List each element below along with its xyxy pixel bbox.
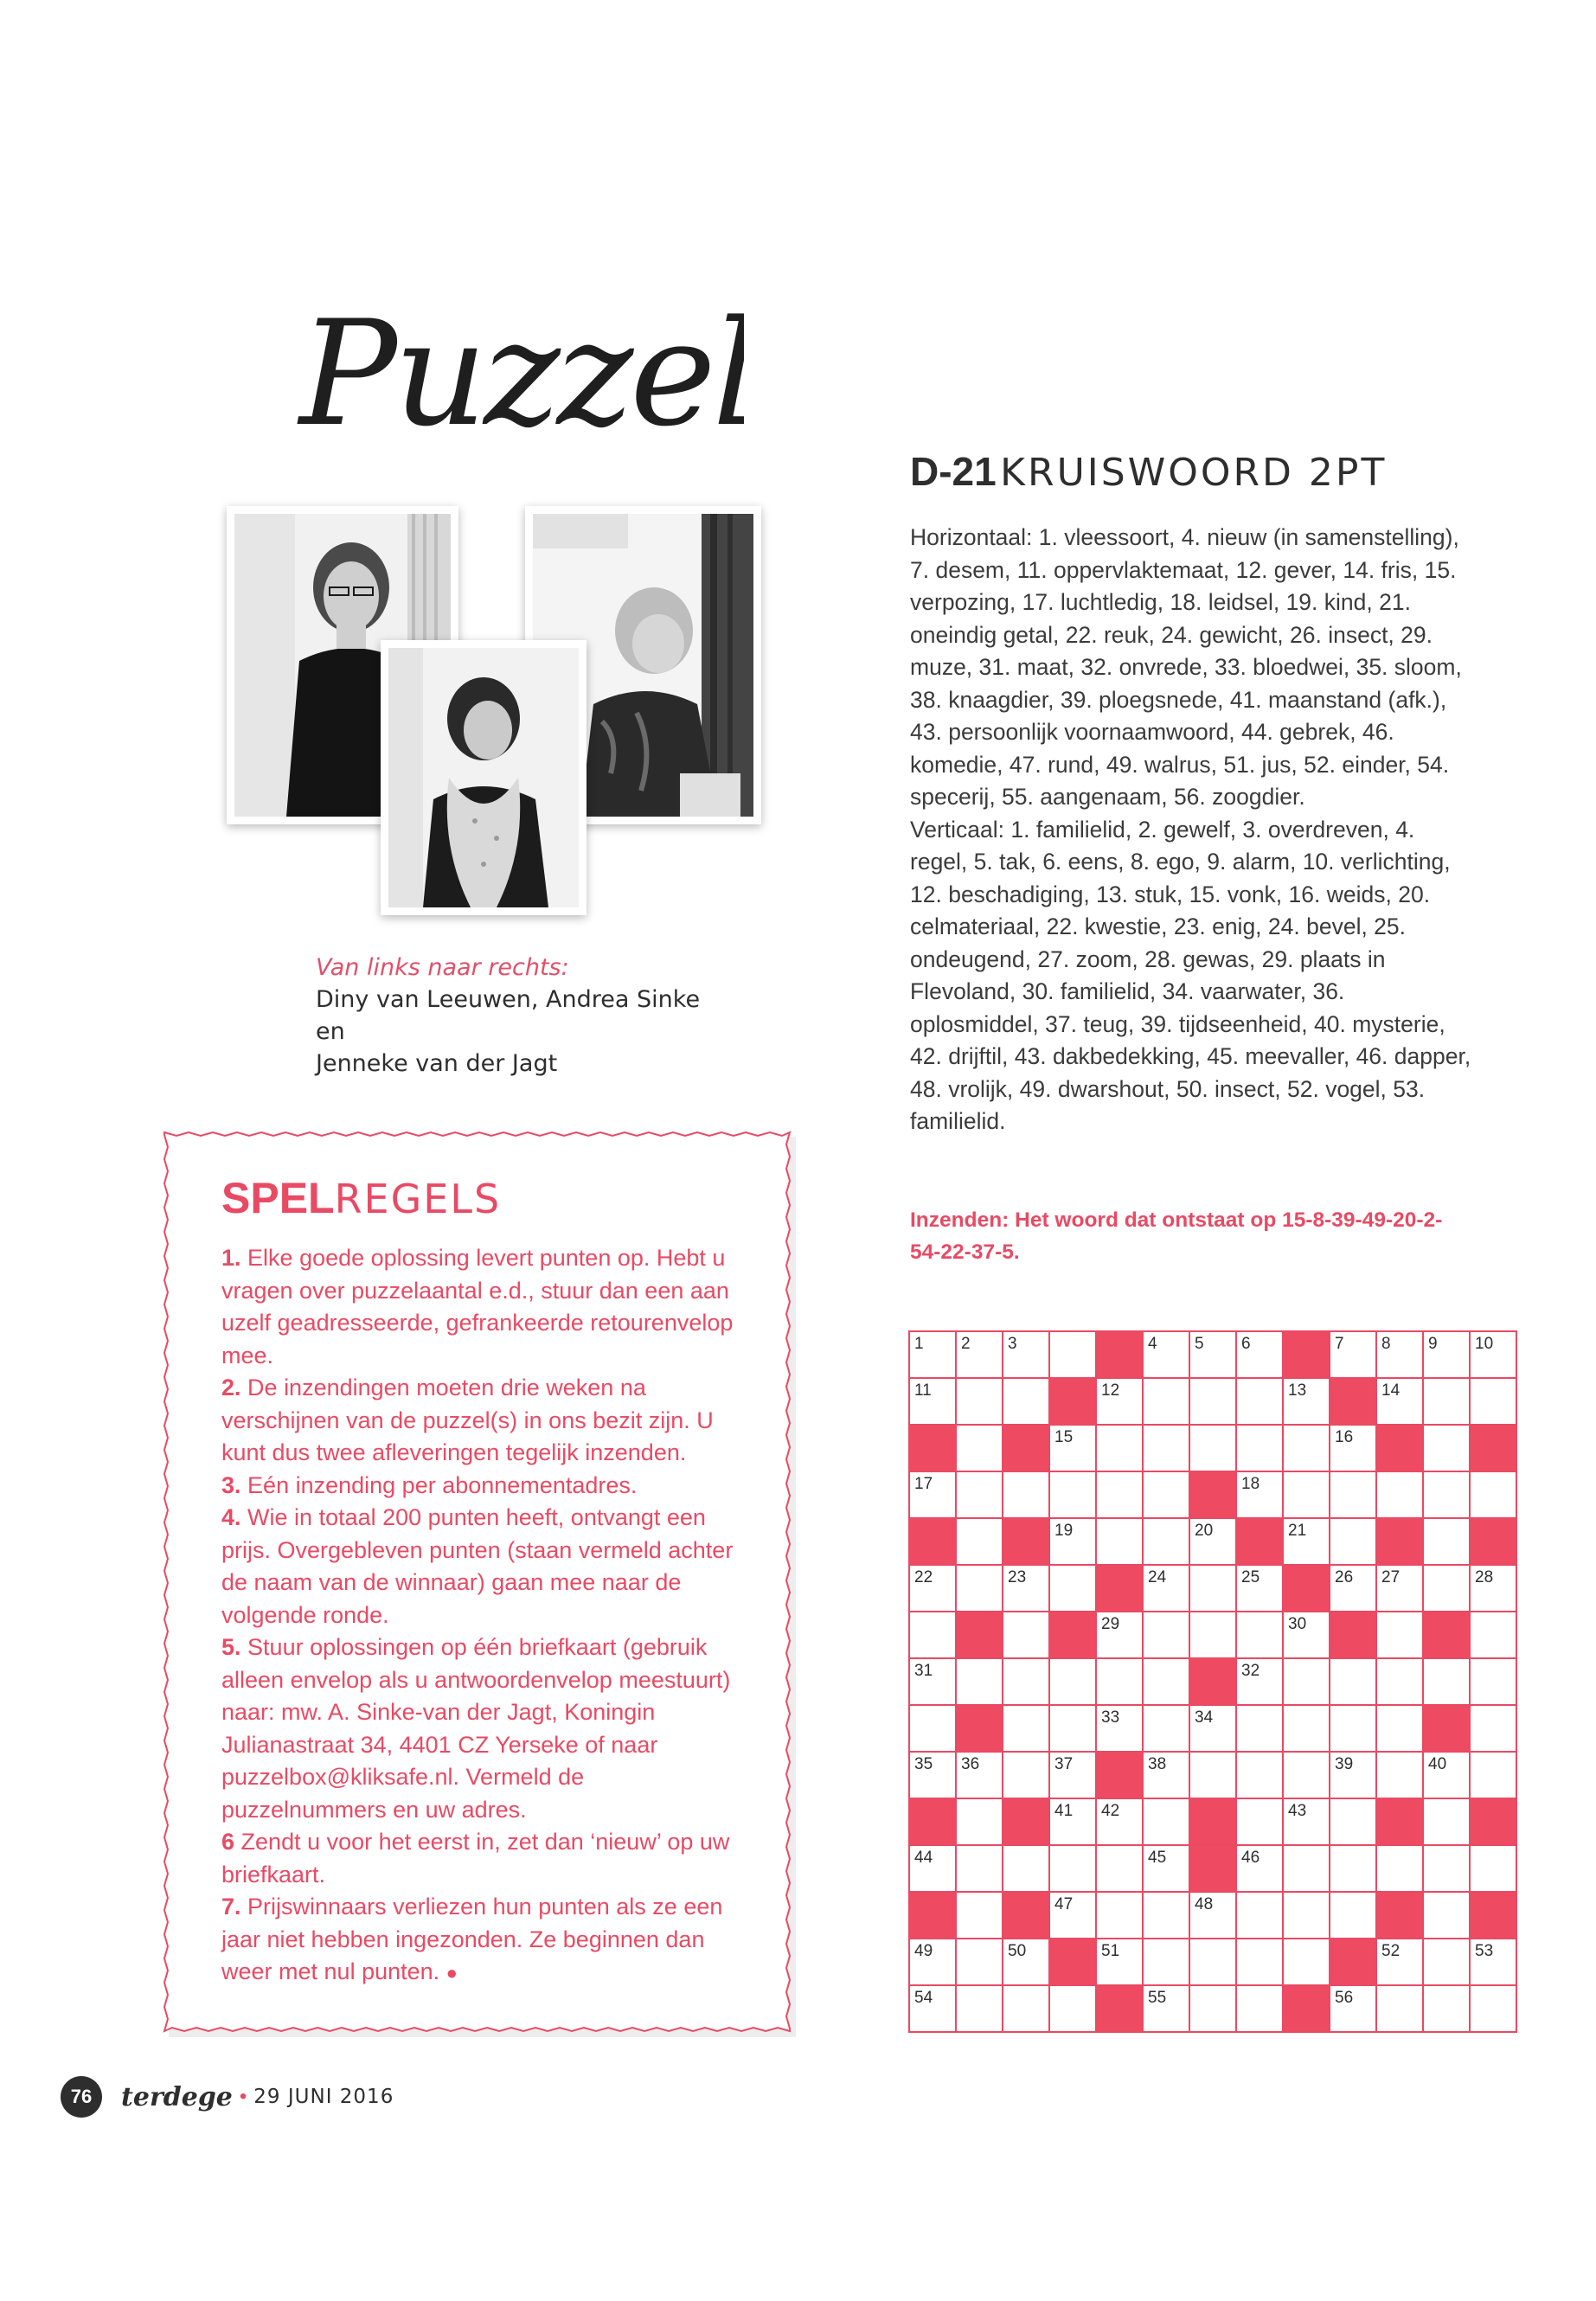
- grid-cell-black: [1003, 1519, 1050, 1566]
- grid-cell[interactable]: [1097, 1472, 1144, 1519]
- cell-number: 29: [1101, 1615, 1120, 1633]
- grid-cell-black: [910, 1893, 957, 1939]
- grid-cell[interactable]: [1237, 1799, 1284, 1846]
- cell-number: 44: [914, 1849, 933, 1867]
- grid-cell[interactable]: [1377, 1753, 1424, 1799]
- grid-cell[interactable]: [1471, 1612, 1517, 1659]
- grid-cell[interactable]: [1190, 1939, 1237, 1986]
- grid-cell[interactable]: [1144, 1706, 1190, 1753]
- page-heading: [294, 277, 744, 476]
- grid-cell[interactable]: [1144, 1379, 1190, 1426]
- grid-cell[interactable]: [1424, 1986, 1471, 2033]
- grid-cell-black: [1190, 1846, 1237, 1893]
- end-mark: ●: [445, 1962, 458, 1984]
- grid-cell[interactable]: [1424, 1566, 1471, 1612]
- cell-number: 23: [1008, 1568, 1027, 1586]
- cell-number: 16: [1335, 1428, 1354, 1446]
- grid-cell[interactable]: [1471, 1659, 1517, 1706]
- cell-number: 7: [1335, 1335, 1344, 1353]
- cell-number: 39: [1335, 1755, 1354, 1773]
- grid-cell[interactable]: [1190, 1893, 1237, 1939]
- submit-instructions: Inzenden: Het woord dat ontstaat op 15-8-39-49-20-2-54-22-37-5.: [910, 1208, 1443, 1264]
- grid-cell[interactable]: [1050, 1893, 1097, 1939]
- cell-number: 2: [961, 1335, 971, 1353]
- grid-cell[interactable]: [1424, 1846, 1471, 1893]
- grid-cell[interactable]: [1424, 1379, 1471, 1426]
- grid-cell[interactable]: [1471, 1379, 1517, 1426]
- grid-cell[interactable]: [1377, 1706, 1424, 1753]
- footer-separator: •: [239, 2085, 247, 2108]
- grid-cell[interactable]: [1003, 1332, 1050, 1379]
- grid-cell-black: [1190, 1659, 1237, 1706]
- grid-cell-black: [1471, 1893, 1517, 1939]
- grid-cell-black: [1097, 1753, 1144, 1799]
- grid-cell[interactable]: [1284, 1426, 1330, 1472]
- grid-cell[interactable]: [1377, 1659, 1424, 1706]
- grid-cell[interactable]: [1330, 1846, 1377, 1893]
- grid-cell[interactable]: [1144, 1612, 1190, 1659]
- grid-cell[interactable]: [1237, 1893, 1284, 1939]
- grid-cell[interactable]: [1377, 1472, 1424, 1519]
- grid-cell[interactable]: [1003, 1472, 1050, 1519]
- grid-cell[interactable]: [1424, 1753, 1471, 1799]
- grid-cell-black: [1097, 1566, 1144, 1612]
- grid-cell[interactable]: [1097, 1939, 1144, 1986]
- rule-item: 4. Wie in totaal 200 punten heeft, ontvangt een prijs. Overgebleven punten (staan vermeld achter de naam van de winnaar) gaan mee naar de volgende ronde.: [221, 1504, 734, 1628]
- cell-number: 1: [914, 1335, 924, 1353]
- grid-cell[interactable]: [1330, 1566, 1377, 1612]
- grid-cell[interactable]: [1097, 1612, 1144, 1659]
- grid-cell[interactable]: [957, 1753, 1003, 1799]
- grid-cell[interactable]: [1050, 1332, 1097, 1379]
- grid-cell[interactable]: [910, 1472, 957, 1519]
- grid-cell[interactable]: [910, 1939, 957, 1986]
- clues: [910, 522, 1472, 1138]
- grid-cell[interactable]: [957, 1566, 1003, 1612]
- grid-cell[interactable]: [957, 1893, 1003, 1939]
- cell-number: 36: [961, 1755, 980, 1773]
- grid-cell[interactable]: [1237, 1379, 1284, 1426]
- grid-cell[interactable]: [1050, 1986, 1097, 2033]
- cell-number: 50: [1008, 1942, 1027, 1960]
- cell-number: 49: [914, 1942, 933, 1960]
- grid-cell[interactable]: [1237, 1612, 1284, 1659]
- grid-cell[interactable]: [910, 1379, 957, 1426]
- grid-cell[interactable]: [1003, 1753, 1050, 1799]
- grid-cell[interactable]: [957, 1426, 1003, 1472]
- rules-title-bold: SPEL: [221, 1174, 335, 1222]
- rules-title-light: REGELS: [334, 1176, 502, 1222]
- grid-cell[interactable]: [1330, 1799, 1377, 1846]
- cell-number: 26: [1335, 1568, 1354, 1586]
- grid-cell[interactable]: [1050, 1659, 1097, 1706]
- grid-cell[interactable]: [1284, 1893, 1330, 1939]
- grid-cell[interactable]: [910, 1753, 957, 1799]
- crossword-grid: [908, 1330, 1517, 2033]
- grid-cell-black: [1050, 1379, 1097, 1426]
- grid-cell[interactable]: [910, 1659, 957, 1706]
- rule-item: 2. De inzendingen moeten drie weken na verschijnen van de puzzel(s) in ons bezit zijn. U kunt dus twee afleveringen tegelijk inzenden.: [221, 1375, 714, 1465]
- grid-cell[interactable]: [1330, 1659, 1377, 1706]
- cell-number: 33: [1101, 1708, 1120, 1727]
- grid-cell[interactable]: [1284, 1706, 1330, 1753]
- grid-cell[interactable]: [1471, 1846, 1517, 1893]
- grid-cell[interactable]: [1330, 1986, 1377, 2033]
- grid-cell[interactable]: [1284, 1472, 1330, 1519]
- cell-number: 42: [1101, 1802, 1120, 1820]
- grid-cell[interactable]: [1097, 1426, 1144, 1472]
- grid-cell-black: [1330, 1379, 1377, 1426]
- grid-cell[interactable]: [1471, 1706, 1517, 1753]
- grid-cell[interactable]: [1471, 1332, 1517, 1379]
- grid-cell[interactable]: [1050, 1706, 1097, 1753]
- grid-cell[interactable]: [957, 1379, 1003, 1426]
- grid-cell[interactable]: [1284, 1519, 1330, 1566]
- cell-number: 43: [1288, 1802, 1307, 1820]
- grid-cell[interactable]: [1330, 1893, 1377, 1939]
- grid-cell[interactable]: [1424, 1799, 1471, 1846]
- grid-cell[interactable]: [1330, 1753, 1377, 1799]
- grid-cell[interactable]: [1330, 1519, 1377, 1566]
- grid-cell[interactable]: [1050, 1799, 1097, 1846]
- cell-number: 40: [1428, 1755, 1447, 1773]
- cell-number: 52: [1381, 1942, 1401, 1960]
- cell-number: 41: [1054, 1802, 1074, 1820]
- cell-number: 56: [1335, 1989, 1354, 2007]
- grid-cell[interactable]: [1097, 1519, 1144, 1566]
- cell-number: 45: [1148, 1849, 1167, 1867]
- grid-cell[interactable]: [1424, 1659, 1471, 1706]
- cell-number: 37: [1054, 1755, 1074, 1773]
- footer: [61, 2076, 394, 2118]
- grid-cell-black: [910, 1426, 957, 1472]
- grid-cell[interactable]: [1144, 1986, 1190, 2033]
- grid-cell[interactable]: [1284, 1846, 1330, 1893]
- rules-box: [163, 1131, 798, 2040]
- grid-cell[interactable]: [1377, 1846, 1424, 1893]
- grid-cell[interactable]: [957, 1799, 1003, 1846]
- grid-cell[interactable]: [1237, 1986, 1284, 2033]
- cell-number: 21: [1288, 1522, 1307, 1540]
- cell-number: 25: [1241, 1568, 1260, 1586]
- grid-cell[interactable]: [1237, 1846, 1284, 1893]
- photo-caption: [316, 952, 731, 1080]
- grid-cell-black: [1284, 1566, 1330, 1612]
- grid-cell[interactable]: [1424, 1939, 1471, 1986]
- grid-cell-black: [1377, 1799, 1424, 1846]
- grid-cell[interactable]: [957, 1519, 1003, 1566]
- grid-cell[interactable]: [1330, 1472, 1377, 1519]
- cell-number: 3: [1008, 1335, 1017, 1353]
- grid-cell-black: [1284, 1332, 1330, 1379]
- grid-cell[interactable]: [1003, 1566, 1050, 1612]
- grid-cell[interactable]: [1003, 1939, 1050, 1986]
- grid-cell[interactable]: [1237, 1659, 1284, 1706]
- grid-cell-black: [910, 1799, 957, 1846]
- grid-cell-black: [1330, 1939, 1377, 1986]
- grid-cell[interactable]: [910, 1332, 957, 1379]
- cell-number: 10: [1475, 1335, 1494, 1353]
- grid-cell[interactable]: [1377, 1986, 1424, 2033]
- grid-cell[interactable]: [1144, 1939, 1190, 1986]
- grid-cell-black: [957, 1612, 1003, 1659]
- grid-cell-black: [1097, 1332, 1144, 1379]
- grid-cell-black: [1190, 1799, 1237, 1846]
- grid-cell[interactable]: [1237, 1706, 1284, 1753]
- grid-cell[interactable]: [1471, 1986, 1517, 2033]
- cell-number: 48: [1195, 1895, 1214, 1913]
- grid-cell[interactable]: [1284, 1939, 1330, 1986]
- cell-number: 24: [1148, 1568, 1167, 1586]
- magazine-name: terdege: [121, 2081, 233, 2112]
- grid-cell[interactable]: [910, 1612, 957, 1659]
- cell-number: 27: [1381, 1568, 1401, 1586]
- cell-number: 17: [914, 1475, 933, 1493]
- cell-number: 15: [1054, 1428, 1074, 1446]
- cell-number: 30: [1288, 1615, 1307, 1633]
- puzzle-code: D-21: [910, 449, 997, 494]
- grid-cell[interactable]: [1424, 1893, 1471, 1939]
- cell-number: 35: [914, 1755, 933, 1773]
- grid-cell[interactable]: [1284, 1753, 1330, 1799]
- cell-number: 28: [1475, 1568, 1494, 1586]
- cell-number: 53: [1475, 1942, 1494, 1960]
- cell-number: 12: [1101, 1381, 1120, 1400]
- grid-cell[interactable]: [1284, 1612, 1330, 1659]
- grid-cell[interactable]: [1144, 1893, 1190, 1939]
- grid-cell[interactable]: [1377, 1566, 1424, 1612]
- grid-cell[interactable]: [1377, 1379, 1424, 1426]
- page-number: 76: [61, 2076, 102, 2118]
- grid-cell[interactable]: [1003, 1612, 1050, 1659]
- cell-number: 32: [1241, 1662, 1260, 1680]
- grid-cell[interactable]: [1097, 1706, 1144, 1753]
- grid-cell[interactable]: [1190, 1753, 1237, 1799]
- grid-cell[interactable]: [1003, 1379, 1050, 1426]
- grid-cell[interactable]: [1424, 1472, 1471, 1519]
- grid-cell-black: [1003, 1799, 1050, 1846]
- grid-cell[interactable]: [1284, 1799, 1330, 1846]
- grid-cell[interactable]: [1144, 1753, 1190, 1799]
- rule-item: 3. Eén inzending per abonnementadres.: [221, 1471, 638, 1498]
- grid-cell[interactable]: [910, 1846, 957, 1893]
- cell-number: 19: [1054, 1522, 1074, 1540]
- grid-cell[interactable]: [1190, 1519, 1237, 1566]
- grid-cell[interactable]: [1050, 1472, 1097, 1519]
- grid-cell-black: [1471, 1519, 1517, 1566]
- cell-number: 9: [1428, 1335, 1438, 1353]
- grid-cell[interactable]: [1097, 1379, 1144, 1426]
- grid-cell[interactable]: [1050, 1753, 1097, 1799]
- grid-cell[interactable]: [1097, 1846, 1144, 1893]
- grid-cell-black: [1377, 1893, 1424, 1939]
- grid-cell-black: [1471, 1799, 1517, 1846]
- caption-title: Van links naar rechts:: [316, 954, 569, 981]
- cell-number: 20: [1195, 1522, 1214, 1540]
- grid-cell[interactable]: [910, 1566, 957, 1612]
- grid-cell[interactable]: [1050, 1519, 1097, 1566]
- grid-cell[interactable]: [1190, 1566, 1237, 1612]
- grid-cell[interactable]: [1330, 1706, 1377, 1753]
- grid-cell[interactable]: [1471, 1753, 1517, 1799]
- grid-cell[interactable]: [957, 1939, 1003, 1986]
- grid-cell[interactable]: [1424, 1426, 1471, 1472]
- grid-cell[interactable]: [1003, 1659, 1050, 1706]
- photo-andrea: [381, 640, 586, 915]
- rules-title: [221, 1172, 745, 1225]
- cell-number: 6: [1241, 1335, 1251, 1353]
- clues-horizontal: Horizontaal: 1. vleessoort, 4. nieuw (in samenstelling), 7. desem, 11. oppervlaktemaat, 12. gever, 14. fris, 15. verpozing, 17. luchtledig, 18. leidsel, 19. kind, 21. oneindig getal, 22. reuk, 24. gewicht, 26. insect, 29. muze, 31. maat, 32. onvrede, 33. bloedwei, 35. sloom, 38. knaagdier, 39. ploegsnede, 41. maanstand (afk.), 43. persoonlijk voornaamwoord, 44. gebrek, 46. komedie, 47. rund, 49. walrus, 51. jus, 52. einder, 54. specerij, 55. aangenaam, 56. zoogdier.: [910, 524, 1462, 810]
- grid-cell-black: [1284, 1986, 1330, 2033]
- grid-cell-black: [1097, 1986, 1144, 2033]
- grid-cell[interactable]: [1471, 1566, 1517, 1612]
- grid-cell[interactable]: [1377, 1939, 1424, 1986]
- grid-cell-black: [1003, 1426, 1050, 1472]
- team-photos: [227, 506, 763, 921]
- grid-cell[interactable]: [957, 1332, 1003, 1379]
- grid-cell[interactable]: [1284, 1659, 1330, 1706]
- grid-cell-black: [1377, 1426, 1424, 1472]
- heading-script-svg: [294, 277, 744, 476]
- grid-cell-black: [1050, 1939, 1097, 1986]
- grid-cell[interactable]: [1284, 1379, 1330, 1426]
- cell-number: 51: [1101, 1942, 1120, 1960]
- grid-cell[interactable]: [1190, 1986, 1237, 2033]
- grid-cell[interactable]: [1144, 1519, 1190, 1566]
- puzzle-title: [910, 448, 1387, 495]
- grid-cell[interactable]: [1144, 1332, 1190, 1379]
- grid-cell[interactable]: [1190, 1706, 1237, 1753]
- grid-cell[interactable]: [910, 1706, 957, 1753]
- grid-cell-black: [1424, 1612, 1471, 1659]
- puzzle-name: KRUISWOORD 2PT: [1000, 451, 1388, 495]
- grid-cell[interactable]: [1190, 1379, 1237, 1426]
- grid-cell[interactable]: [1237, 1426, 1284, 1472]
- grid-cell[interactable]: [1424, 1332, 1471, 1379]
- rule-item: 7. Prijswinnaars verliezen hun punten als ze een jaar niet hebben ingezonden. Ze beginnen dan weer met nul punten. ●: [221, 1894, 723, 1984]
- grid-cell-black: [1377, 1519, 1424, 1566]
- cell-number: 14: [1381, 1381, 1401, 1400]
- caption-names-line-1: Diny van Leeuwen, Andrea Sinke en: [316, 986, 701, 1045]
- grid-cell[interactable]: [1050, 1426, 1097, 1472]
- grid-cell-black: [1190, 1472, 1237, 1519]
- grid-cell[interactable]: [1144, 1846, 1190, 1893]
- heading-text: Puzzel: [299, 289, 744, 458]
- grid-cell[interactable]: [1471, 1939, 1517, 1986]
- grid-cell[interactable]: [1471, 1472, 1517, 1519]
- cell-number: 46: [1241, 1849, 1260, 1867]
- cell-number: 13: [1288, 1381, 1307, 1400]
- cell-number: 22: [914, 1568, 933, 1586]
- issue-date: 29 JUNI 2016: [253, 2086, 394, 2108]
- grid-cell[interactable]: [1144, 1799, 1190, 1846]
- grid-cell[interactable]: [910, 1986, 957, 2033]
- cell-number: 47: [1054, 1895, 1074, 1913]
- grid-cell[interactable]: [1144, 1566, 1190, 1612]
- cell-number: 18: [1241, 1475, 1260, 1493]
- grid-cell[interactable]: [1237, 1939, 1284, 1986]
- grid-cell[interactable]: [957, 1659, 1003, 1706]
- cell-number: 55: [1148, 1989, 1167, 2007]
- grid-cell[interactable]: [1237, 1753, 1284, 1799]
- grid-cell[interactable]: [1377, 1612, 1424, 1659]
- grid-cell[interactable]: [1190, 1612, 1237, 1659]
- grid-cell[interactable]: [1144, 1659, 1190, 1706]
- grid-cell-black: [1424, 1706, 1471, 1753]
- grid-cell-black: [1330, 1612, 1377, 1659]
- grid-cell[interactable]: [1330, 1332, 1377, 1379]
- clues-vertical: Verticaal: 1. familielid, 2. gewelf, 3. overdreven, 4. regel, 5. tak, 6. eens, 8. ego, 9. alarm, 10. verlichting, 12. beschadiging, 13. stuk, 15. vonk, 16. weids, 20. celmateriaal, 22. kwestie, 23. enig, 24. bevel, 25. ondeugend, 27. zoom, 28. gewas, 29. plaats in Flevoland, 30. familielid, 34. vaarwater, 36. oplosmiddel, 37. teug, 39. tijdseenheid, 40. mysterie, 42. drijftil, 43. dakbedekking, 45. meevaller, 46. dapper, 48. vrolijk, 49. dwarshout, 50. insect, 52. vogel, 53. familielid.: [910, 816, 1471, 1134]
- rule-item: 1. Elke goede oplossing levert punten op. Hebt u vragen over puzzelaantal e.d., stuur dan een aan uzelf geadresseerde, gefrankeerde retourenvelop mee.: [221, 1245, 734, 1368]
- grid-cell-black: [1471, 1426, 1517, 1472]
- cell-number: 5: [1195, 1335, 1204, 1353]
- grid-cell[interactable]: [957, 1472, 1003, 1519]
- grid-cell[interactable]: [1330, 1426, 1377, 1472]
- cell-number: 4: [1148, 1335, 1157, 1353]
- grid-cell[interactable]: [1190, 1426, 1237, 1472]
- cell-number: 8: [1381, 1335, 1391, 1353]
- grid-cell[interactable]: [1097, 1799, 1144, 1846]
- grid-cell[interactable]: [957, 1846, 1003, 1893]
- grid-cell[interactable]: [1190, 1332, 1237, 1379]
- grid-cell-black: [1237, 1519, 1284, 1566]
- grid-cell[interactable]: [1097, 1893, 1144, 1939]
- cell-number: 54: [914, 1989, 933, 2007]
- grid-cell[interactable]: [1144, 1472, 1190, 1519]
- grid-cell[interactable]: [1237, 1566, 1284, 1612]
- caption-names-line-2: Jenneke van der Jagt: [316, 1050, 558, 1077]
- grid-cell-black: [1050, 1612, 1097, 1659]
- grid-cell[interactable]: [1237, 1332, 1284, 1379]
- rule-item: 5. Stuur oplossingen op één briefkaart (gebruik alleen envelop als u antwoordenvelop meestuurt) naar: mw. A. Sinke-van der Jagt, Koningin Julianastraat 34, 4401 CZ Yerseke of naar puzzelbox@kliksafe.nl. Vermeld de puzzelnummers en uw adres.: [221, 1634, 731, 1823]
- cell-number: 11: [914, 1381, 932, 1400]
- grid-cell[interactable]: [1237, 1472, 1284, 1519]
- rules-content: [221, 1172, 745, 1990]
- grid-cell[interactable]: [1097, 1659, 1144, 1706]
- grid-cell[interactable]: [1424, 1519, 1471, 1566]
- grid-cell[interactable]: [1003, 1846, 1050, 1893]
- cell-number: 31: [914, 1662, 933, 1680]
- rule-item: 6 Zendt u voor het eerst in, zet dan ‘nieuw’ op uw briefkaart.: [221, 1829, 730, 1888]
- grid-cell[interactable]: [1003, 1986, 1050, 2033]
- grid-cell[interactable]: [1144, 1426, 1190, 1472]
- grid-cell[interactable]: [957, 1986, 1003, 2033]
- cell-number: 38: [1148, 1755, 1167, 1773]
- grid-cell-black: [910, 1519, 957, 1566]
- grid-cell-black: [957, 1706, 1003, 1753]
- cell-number: 34: [1195, 1708, 1214, 1727]
- grid-cell[interactable]: [1003, 1706, 1050, 1753]
- grid-cell[interactable]: [1050, 1566, 1097, 1612]
- grid-cell[interactable]: [1377, 1332, 1424, 1379]
- grid-cell[interactable]: [1050, 1846, 1097, 1893]
- grid-cell-black: [1003, 1893, 1050, 1939]
